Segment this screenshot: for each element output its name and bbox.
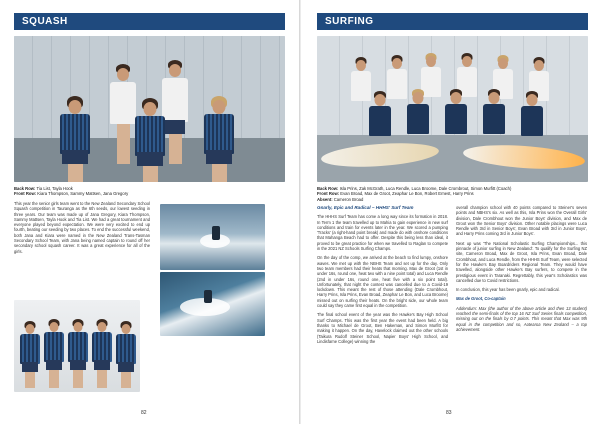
caption-front-row-label: Front Row: bbox=[317, 191, 340, 197]
right-page bbox=[301, 0, 600, 424]
surf-team-photo bbox=[317, 36, 588, 182]
caption-front-row-label: Front Row: bbox=[14, 191, 37, 197]
caption-back-row-label: Back Row: bbox=[14, 186, 36, 191]
article-addendum: Addendum: Max (the author of the above article and then 13 student) reached the semi-finals of the top 16 NZ Surf Series finals competition, missing out on the finals by 0.7 points. This meant that Max was 9th equal in the competition and so, Aotearoa New Zealand – a top achievement. bbox=[456, 305, 587, 332]
article-paragraph: On the day of the comp, we arrived at the beach to find lumpy, onshore waves. We met up with the NBHS Team and set up for the day. Only two team members had their heats that morning. Max de Groot (1st in under 16s, round one, heat two with a nine point total) and Luca Rendle (2nd in under 16s, round one, heat five with a six point total). Unfortunately, that night the contest was cancelled due to a Covid-19 lockdown. This meant the rest of those attending (Dale Crombhout, Harry Prins, Isla Prins, Evan Broad, Zeaphar Le Bon, and Luca Broome) missed out on surfing their heats. On the bright side, our whole team could say they came first equal in the competition. bbox=[317, 255, 448, 309]
caption-front-row-names: Kiara Thompson, Sammy Mattsen, Jana Gregory bbox=[37, 191, 129, 197]
person-back-2 bbox=[162, 62, 188, 166]
left-page bbox=[0, 0, 299, 424]
surfing-banner: SURFING bbox=[317, 13, 588, 30]
caption-absent-names: Cameron Broad bbox=[333, 196, 364, 202]
person-front-3 bbox=[204, 98, 234, 182]
squash-article bbox=[14, 201, 150, 258]
person-front-2 bbox=[135, 100, 165, 182]
article-heading: Gnarly, Epic and Radical – HHHS' Surf Team bbox=[317, 205, 414, 210]
squash-article-paragraph: This year the senior girls team went to the New Zealand Secondary School Squash competition in Tauranga as the 6th seeds, our lowest seeding in three years. Our team was made up of Jana Gregory, Kiara Thompson, Sammy Mattsen, Tayla Hook and Tia List. We had a great tournament and everyone played beyond expectation. We were very excited to end up fourth, beating our seeding by two places. To end the successful weekend, both Jana and Kiara were named in the New Zealand Trans-Tasman Secondary School Team, with Jana being named captain to round off her secondary school squash career. It was a great experience for all of the girls. bbox=[14, 201, 150, 254]
article-signoff: Max de Groot, Co-captain bbox=[456, 296, 506, 302]
article-paragraph: The HHHS Surf Team has come a long way since its formation in 2018. In Term 1 the team travelled up to Mahia to gain experience in new surf conditions and train for events later in the year. We scored a pumping 'Tracks' (a right-hand point break) and made do with onshore conditions that Mahanga Beach had to offer. Despite this being less than ideal, it proved to be great practice for when we travelled to Raglan to compete in the 2021 NZ Schools Surfing Champs. bbox=[317, 214, 448, 252]
person-back-1 bbox=[110, 66, 136, 166]
caption-absent-label: Absent: bbox=[317, 196, 333, 202]
person-front-1 bbox=[60, 98, 90, 182]
squash-uniform-photo bbox=[14, 300, 140, 392]
squash-team-photo bbox=[14, 36, 285, 182]
surf-caption bbox=[317, 186, 588, 202]
article-paragraph: overall champion school with 40 points compared to Steiner's seven points and NBHS's six. As well as this, Isla Prins won the Overall Girls' division, Dale Crombhout won the Junior Boys' division, and Max de Groot won the Senior Boys' division. Other notable placings were Luca Rendle with 3rd in Senior Boys', Evan Broad with 3rd in Junior Boys', and Harry Prins coming 3rd in Junior Boys'. bbox=[456, 205, 587, 237]
page-number-left: 82 bbox=[141, 410, 147, 416]
caption-back-row-names: Isla Prins, Zak McGrath, Luca Rendle, Luca Broome, Dale Crombrout, Simon Murfitt (Coach) bbox=[339, 186, 512, 191]
caption-back-row-label: Back Row: bbox=[317, 186, 339, 191]
surf-article-col-1 bbox=[317, 205, 448, 348]
article-paragraph: The final school event of the year was the Hawke's Bay High School Surf Champs. This was the first year the event had been held. A big thanks to Michael de Groot, Ben Hakeman, and Simon Murfitt for making it happen. On the day, Havelock claimed out the other schools (Taikura Rudolf Steiner School, Napier Boys' High School, and Lindisfarne College) winning the bbox=[317, 312, 448, 344]
surf-action-photo-2 bbox=[160, 272, 265, 336]
squash-banner: SQUASH bbox=[14, 13, 285, 30]
surf-article-col-2 bbox=[456, 205, 587, 336]
article-paragraph: Next up was 'The National Scholastic Surfing Championships... this pinnacle of junior surfing in New Zealand'. To qualify for the Surfing NZ site, Cameron Broad, Max de Groot, Isla Prins, Evan Broad, Dale Crombhout, and Luca Rendle, from the HHHS Surf Team, were selected for the Hawke's Bay Boardriders Regional Team. They would have travelled, alongside other Hawke's Bay surfers, to compete in the prestigious event in Taranaki. Regrettably, this year's Scholastics was cancelled due to Covid restrictions. bbox=[456, 240, 587, 283]
page-number-right: 83 bbox=[446, 410, 452, 416]
squash-caption bbox=[14, 186, 285, 197]
caption-front-row-names: Evan Broad, Max de Groot, Zeaphar Le Bon, Robert Ernest, Harry Prins bbox=[340, 191, 474, 197]
article-paragraph: In conclusion, this year has been gnarly, epic and radical. bbox=[456, 287, 560, 293]
caption-back-row-names: Tia List, Tayla Hook bbox=[36, 186, 73, 191]
surf-action-photo-1 bbox=[160, 204, 265, 270]
